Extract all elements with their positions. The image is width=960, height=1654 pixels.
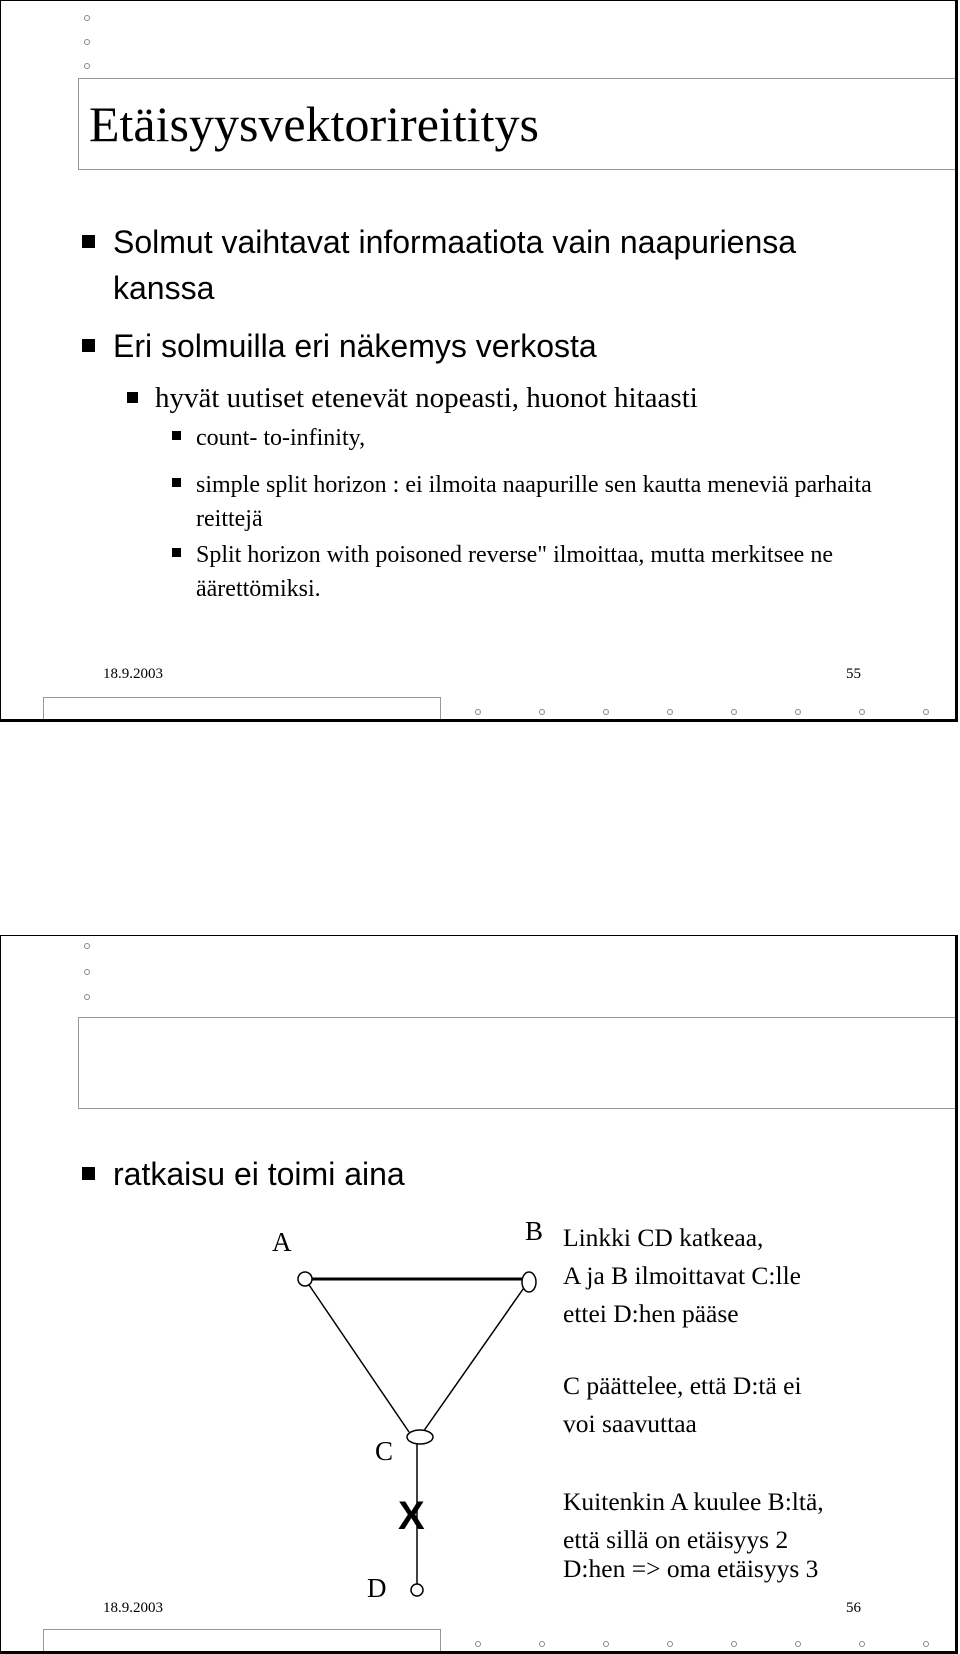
sub-bullet-text: hyvät uutiset etenevät nopeasti, huonot hitaasti <box>155 382 698 414</box>
slide-title: Etäisyysvektorireititys <box>89 96 539 152</box>
decor-circle-icon <box>731 1641 737 1647</box>
decor-circle-icon <box>475 1641 481 1647</box>
footer-date: 18.9.2003 <box>103 1600 163 1616</box>
decor-circle-icon <box>923 1641 929 1647</box>
decor-circle-icon <box>667 1641 673 1647</box>
page-number: 55 <box>846 666 861 682</box>
note-line: ettei D:hen pääse <box>563 1299 739 1328</box>
title-box <box>78 78 958 170</box>
decor-circle-icon <box>795 709 801 715</box>
decor-circle-icon <box>795 1641 801 1647</box>
decor-circle-icon <box>667 709 673 715</box>
decor-circle-icon <box>859 709 865 715</box>
sub-sub-bullet-text: count- to-infinity, <box>196 425 366 451</box>
bullet-text: Solmut vaihtavat informaatiota vain naapuriensa kanssa <box>113 224 797 306</box>
broken-link-mark: X <box>398 1494 425 1538</box>
decor-circle-icon <box>603 1641 609 1647</box>
sub-bullet-item <box>155 381 698 415</box>
sub-sub-bullet-text: Split horizon with poisoned reverse" ilmoittaa, mutta merkitsee ne äärettömiksi. <box>196 542 833 602</box>
node-b-icon <box>522 1272 536 1292</box>
square-bullet-icon <box>82 235 95 248</box>
note-line: D:hen => oma etäisyys 3 <box>563 1554 819 1583</box>
square-bullet-icon <box>82 339 95 352</box>
note-line: voi saavuttaa <box>563 1409 697 1438</box>
sub-sub-bullet-item <box>196 468 896 536</box>
bullet-text: ratkaisu ei toimi aina <box>113 1156 405 1192</box>
decor-circle-icon <box>539 709 545 715</box>
node-b-label: B <box>525 1216 544 1246</box>
note-line: että sillä on etäisyys 2 <box>563 1525 789 1554</box>
node-a-icon <box>298 1272 312 1286</box>
decor-circle-icon <box>859 1641 865 1647</box>
decor-circle-icon <box>923 709 929 715</box>
square-bullet-icon <box>172 431 181 440</box>
square-bullet-icon <box>172 478 181 487</box>
decor-circle-icon <box>84 39 90 45</box>
decor-circle-icon <box>84 15 90 21</box>
decor-circle-icon <box>475 709 481 715</box>
decor-circle-icon <box>731 709 737 715</box>
node-c-label: C <box>375 1436 394 1466</box>
bullet-text: Eri solmuilla eri näkemys verkosta <box>113 328 597 364</box>
node-d-label: D <box>367 1573 387 1603</box>
sub-sub-bullet-item <box>196 421 896 455</box>
note-line: Linkki CD katkeaa, <box>563 1223 764 1252</box>
bullet-item <box>113 323 913 369</box>
note-line: C päättelee, että D:tä ei <box>563 1371 802 1400</box>
footer-box <box>43 697 441 722</box>
decor-circle-icon <box>539 1641 545 1647</box>
slide-56 <box>0 935 958 1654</box>
sub-sub-bullet-text: simple split horizon : ei ilmoita naapurille sen kautta meneviä parhaita reittejä <box>196 472 872 532</box>
page-number: 56 <box>846 1600 861 1616</box>
note-line: Kuitenkin A kuulee B:ltä, <box>563 1487 824 1516</box>
node-d-icon <box>411 1584 423 1596</box>
note-line: A ja B ilmoittavat C:lle <box>563 1261 801 1290</box>
link-ac <box>305 1279 409 1432</box>
footer-box <box>43 1629 441 1654</box>
decor-circle-icon <box>84 63 90 69</box>
node-a-label: A <box>272 1227 292 1257</box>
network-diagram <box>1 936 958 1654</box>
sub-sub-bullet-item <box>196 538 896 606</box>
decor-circle-icon <box>603 709 609 715</box>
square-bullet-icon <box>172 548 181 557</box>
square-bullet-icon <box>127 392 138 403</box>
link-bc <box>423 1282 528 1432</box>
node-c-icon <box>407 1430 433 1444</box>
bullet-item <box>113 219 813 311</box>
slide-55 <box>0 0 958 722</box>
footer-date: 18.9.2003 <box>103 666 163 682</box>
